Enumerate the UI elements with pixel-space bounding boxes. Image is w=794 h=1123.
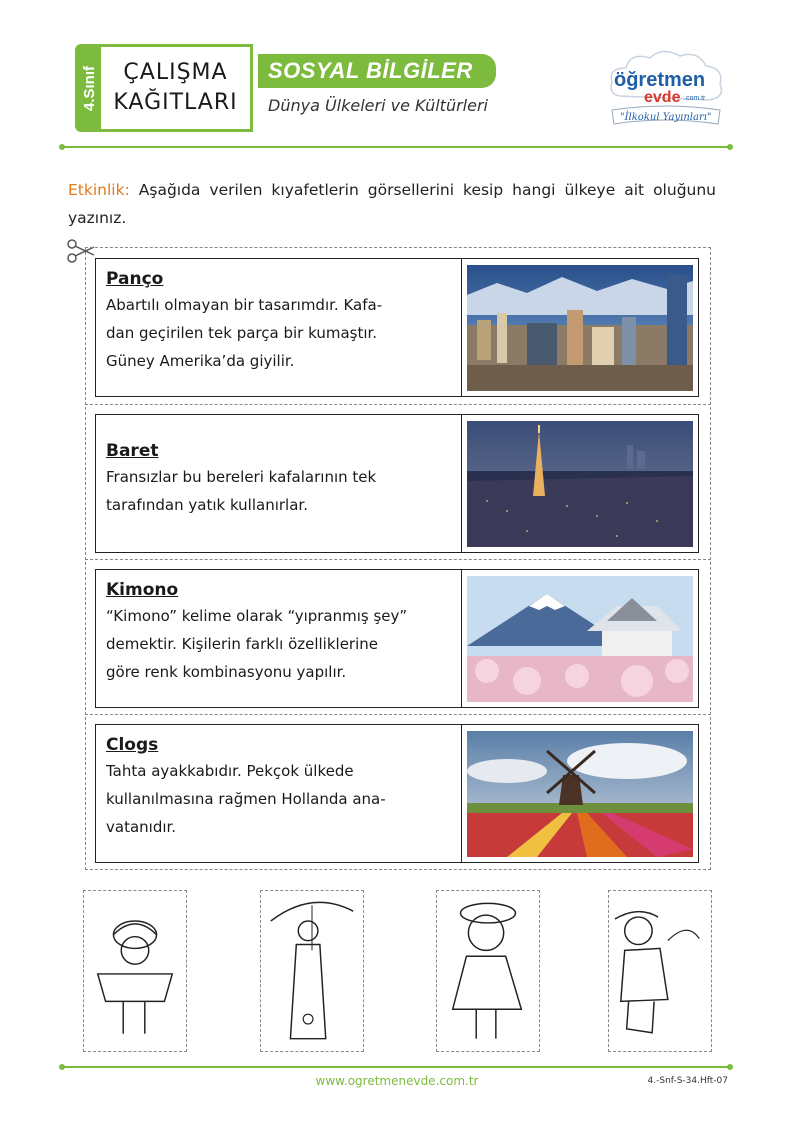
card-line: Tahta ayakkabıdır. Pekçok ülkede [106,762,354,780]
footer-url-link[interactable]: www.ogretmenevde.com.tr [315,1074,479,1088]
poncho-figure-icon [84,891,186,1051]
card-line: vatanıdır. [106,818,177,836]
beret-girl-figure-icon [437,891,539,1051]
card-title: Kimono [106,580,179,600]
worksheet-title [101,44,253,132]
publisher-logo [600,44,730,130]
activity-label: Etkinlik: [68,181,130,199]
activity-instruction [68,176,716,232]
card-line: kullanılmasına rağmen Hollanda ana- [106,790,386,808]
grade-label: 4.Sınıf [80,65,98,111]
card-line: göre renk kombinasyonu yapılır. [106,663,347,681]
card-line: demektir. Kişilerin farklı özelliklerine [106,635,379,653]
logo-tagline: "İlkokul Yayınları" [620,112,712,123]
card-title: Panço [106,269,164,289]
cut-line [85,559,711,560]
clogs-figure-card[interactable] [608,890,712,1052]
paris-eiffel-photo[interactable] [462,415,698,552]
costume-card-baret [95,414,699,553]
costume-card-kimono [95,569,699,708]
kimono-figure-icon [261,891,363,1051]
logo-word-1: öğretmen [614,69,706,91]
grade-tab [75,44,103,132]
activity-text: Aşağıda verilen kıyafetlerin görsellerini kesip hangi ülkeye ait oluğunu yazınız. [68,181,716,227]
worksheet-code: 4.-Snf-S-34.Hft-07 [647,1076,728,1086]
topic-subtitle: Dünya Ülkeleri ve Kültürleri [268,96,488,115]
card-line: Güney Amerika’da giyilir. [106,352,295,370]
beret-girl-figure-card[interactable] [436,890,540,1052]
card-line: Fransızlar bu bereleri kafalarının tek [106,468,377,486]
card-title: Baret [106,441,159,461]
city-skyline-photo[interactable] [462,259,698,396]
logo-domain: .com.tr [684,95,706,102]
poncho-figure-card[interactable] [83,890,187,1052]
card-line: dan geçirilen tek parça bir kumaştır. [106,324,378,342]
card-line: tarafından yatık kullanırlar. [106,496,308,514]
title-line-1: ÇALIŞMA [123,60,228,85]
logo-word-2: evde [644,89,681,106]
card-text [96,570,462,707]
kimono-figure-card[interactable] [260,890,364,1052]
mount-fuji-castle-photo[interactable] [462,570,698,707]
cut-line [85,714,711,715]
card-line: Abartılı olmayan bir tasarımdır. Kafa- [106,296,383,314]
card-text [96,259,462,396]
clogs-figure-icon [609,891,711,1051]
windmill-tulips-photo[interactable] [462,725,698,862]
costume-card-clogs [95,724,699,863]
cut-line [85,404,711,405]
card-text [96,415,462,552]
card-line: “Kimono” kelime olarak “yıpranmış şey” [106,607,408,625]
card-title: Clogs [106,735,159,755]
card-text [96,725,462,862]
subject-badge: SOSYAL BİLGİLER [258,54,496,88]
title-line-2: KAĞITLARI [113,90,238,115]
costume-card-panco [95,258,699,397]
header-divider [62,146,730,148]
footer-divider [62,1066,730,1068]
